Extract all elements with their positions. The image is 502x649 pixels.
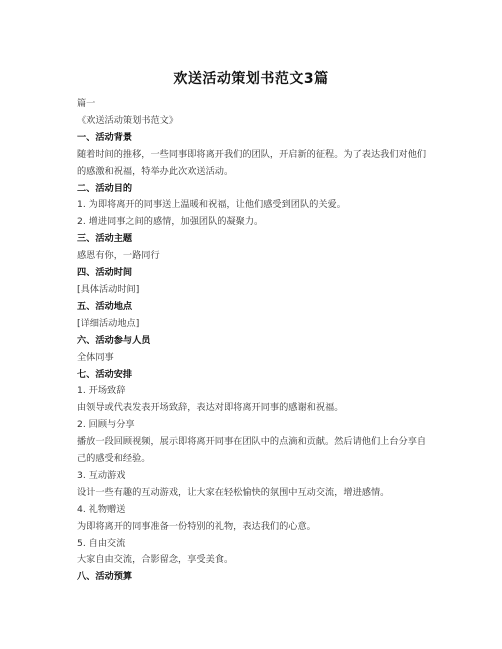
paragraph: [详细活动地点]: [77, 317, 140, 329]
section-heading: 二、活动目的: [77, 182, 133, 194]
list-item: 2. 回顾与分享: [77, 419, 135, 431]
paragraph: 全体同事: [77, 351, 114, 363]
paragraph: 大家自由交流，合影留念，享受美食。: [77, 554, 234, 566]
section-heading: 八、活动预算: [77, 571, 133, 583]
list-item: 5. 自由交流: [77, 537, 126, 549]
paragraph: 随着时间的推移，一些同事即将离开我们的团队，开启新的征程。为了表达我们对他们的感激和祝福，特举办此次欢送活动。: [77, 148, 427, 177]
paragraph: 感恩有你，一路同行: [77, 250, 160, 262]
list-item: 1. 为即将离开的同事送上温暖和祝福，让他们感受到团队的关爱。: [77, 199, 346, 211]
paragraph: 设计一些有趣的互动游戏，让大家在轻松愉快的氛围中互动交流，增进感情。: [77, 486, 390, 498]
section-heading: 三、活动主题: [77, 233, 133, 245]
subtitle: 《欢送活动策划书范文》: [77, 114, 179, 126]
section-heading: 六、活动参与人员: [77, 334, 151, 346]
list-item: 3. 互动游戏: [77, 469, 126, 481]
list-item: 4. 礼物赠送: [77, 503, 126, 515]
list-item: 1. 开场致辞: [77, 385, 126, 397]
section-heading: 七、活动安排: [77, 368, 133, 380]
section-label: 篇一: [77, 98, 96, 109]
section-heading: 五、活动地点: [77, 300, 133, 312]
paragraph: 由领导或代表发表开场致辞，表达对即将离开同事的感谢和祝福。: [77, 402, 344, 414]
paragraph: 为即将离开的同事准备一份特别的礼物，表达我们的心意。: [77, 520, 316, 532]
section-heading: 一、活动背景: [77, 131, 133, 143]
list-item: 2. 增进同事之间的感情，加强团队的凝聚力。: [77, 216, 264, 228]
document-title: 欢送活动策划书范文3篇: [173, 71, 329, 87]
paragraph: [具体活动时间]: [77, 283, 140, 295]
document-body: [77, 96, 427, 586]
paragraph: 播放一段回顾视频，展示即将离开同事在团队中的点滴和贡献。然后请他们上台分享自己的感受和经验。: [77, 436, 427, 465]
section-heading: 四、活动时间: [77, 267, 133, 279]
